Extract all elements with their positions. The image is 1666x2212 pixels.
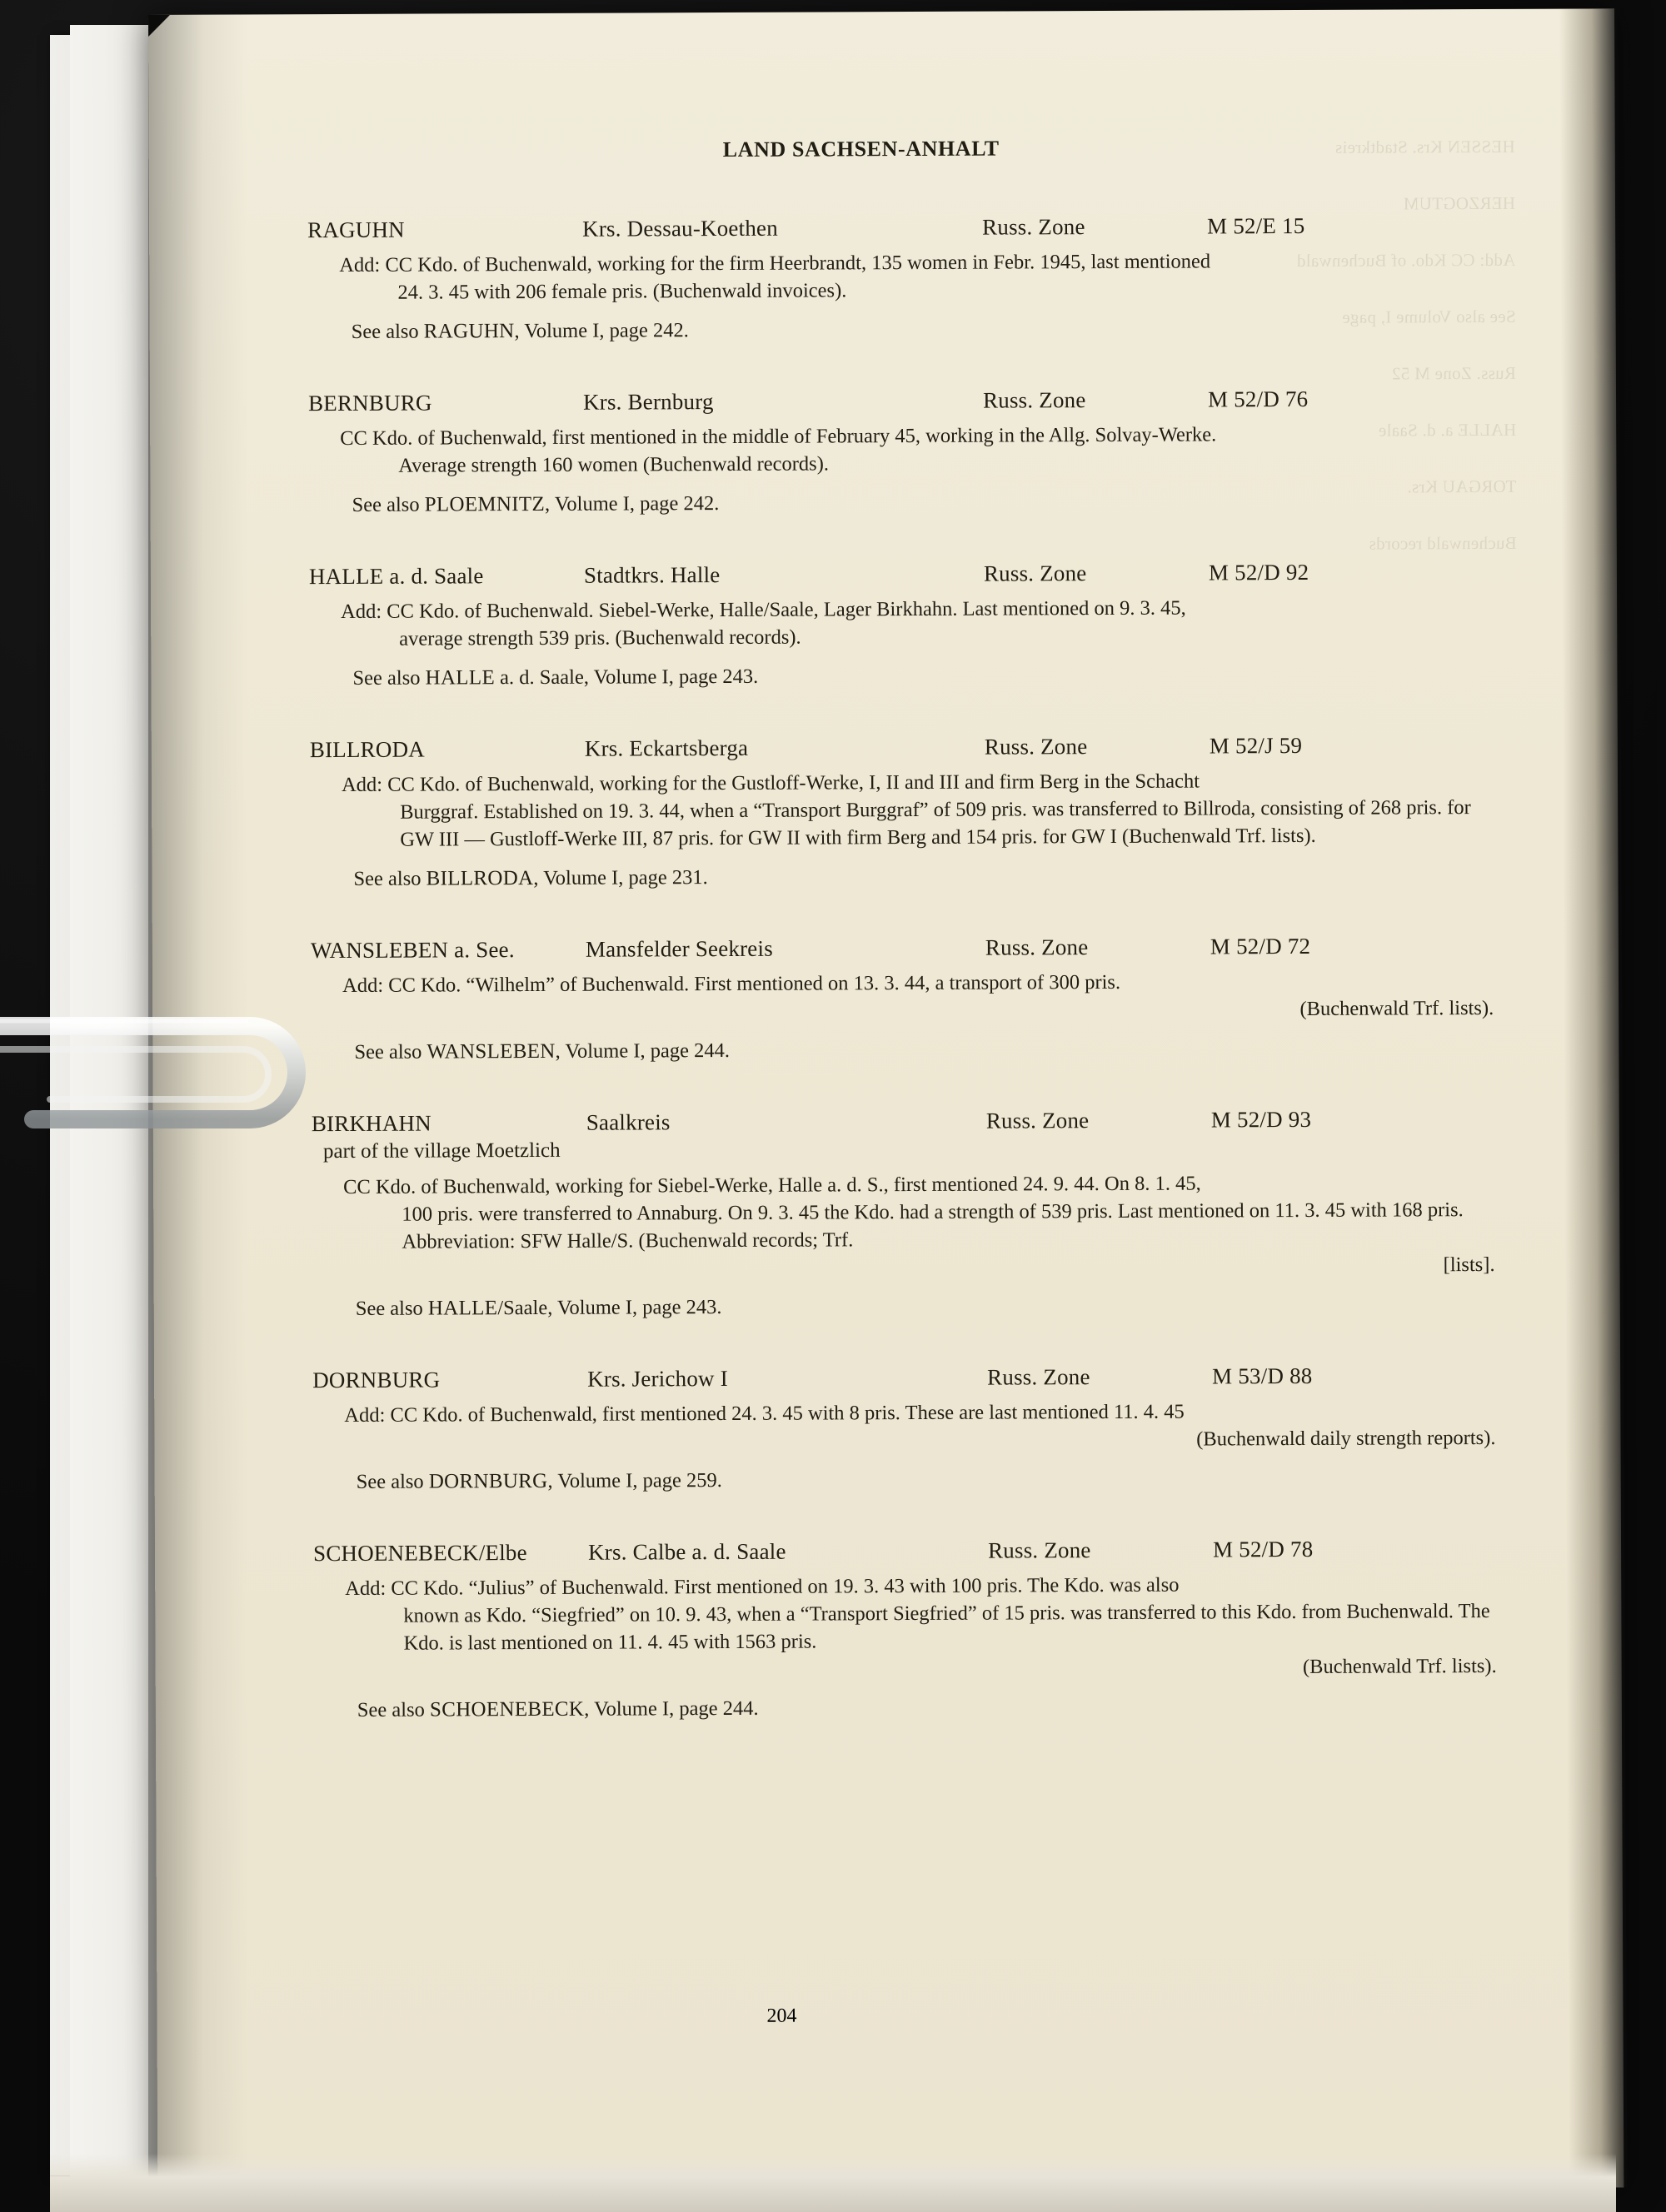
see-also-target: PLOEMNITZ	[424, 492, 546, 516]
entry-district: Krs. Jerichow I	[587, 1365, 728, 1392]
gazetteer-entry	[308, 386, 1517, 519]
entry-district: Stadtkrs. Halle	[583, 562, 721, 588]
ghost-line: TORGAU Krs.	[1407, 476, 1517, 497]
entry-body-continuation: known as Kdo. “Siegfried” on 10. 9. 43, when a “Transport Siegfried” of 15 pris. was transferred to this Kdo. from Buchenwald. The Kdo. is last mentioned on 11. 4. 45 with 1563 pris.	[403, 1599, 1490, 1655]
entry-body-line: Add: CC Kdo. “Wilhelm” of Buchenwald. First mentioned on 13. 3. 44, a transport of 300 pris.	[342, 970, 1121, 997]
entry-body-continuation: 100 pris. were transferred to Annaburg. On 9. 3. 45 the Kdo. had a strength of 539 pris. Last mentioned on 11. 3. 45 with 168 pris. Abbreviation: SFW Halle/S. (Buchenwald records; Trf.	[402, 1198, 1464, 1253]
entry-place-name: HALLE a. d. Saale	[308, 563, 484, 590]
see-also-suffix: , Volume I, page 242.	[544, 492, 720, 516]
entry-header	[313, 1536, 1521, 1567]
entry-district: Krs. Calbe a. d. Saale	[587, 1538, 786, 1565]
entry-body	[312, 1397, 1520, 1457]
entry-place-name: DORNBURG	[312, 1367, 441, 1393]
entry-zone: Russ. Zone	[982, 387, 1086, 413]
entry-map-reference: M 53/D 88	[1212, 1363, 1313, 1389]
entry-zone: Russ. Zone	[987, 1537, 1091, 1563]
entry-map-reference: M 52/D 72	[1210, 933, 1311, 959]
entry-place-name: RAGUHN	[307, 217, 405, 243]
entry-see-also	[314, 1691, 1522, 1724]
entry-see-also	[313, 1463, 1521, 1496]
entry-see-also	[308, 486, 1516, 519]
entry-map-reference: M 52/D 93	[1210, 1106, 1312, 1133]
see-also-prefix: See also	[357, 1698, 431, 1721]
see-also-target: SCHOENEBECK	[429, 1697, 585, 1721]
entry-header	[309, 559, 1517, 590]
entry-header	[308, 386, 1516, 416]
see-also-prefix: See also	[352, 666, 426, 690]
entry-body-continuation: average strength 539 pris. (Buchenwald records).	[399, 625, 801, 650]
entry-body-line: Add: CC Kdo. of Buchenwald, working for the Gustloff-Werke, I, II and III and firm Berg in the Schacht	[341, 770, 1200, 796]
see-also-suffix: , Volume I, page 244.	[555, 1039, 731, 1063]
page-title: LAND SACHSEN-ANHALT	[722, 136, 1000, 162]
entry-map-reference: M 52/D 78	[1212, 1536, 1314, 1562]
entry-district: Krs. Dessau-Koethen	[582, 215, 778, 242]
entry-source-note: (Buchenwald Trf. lists).	[1302, 1654, 1497, 1678]
gazetteer-entry	[312, 1106, 1520, 1323]
entry-header	[312, 1106, 1519, 1137]
ghost-line: HALLE a. d. Saale	[1378, 419, 1517, 441]
entry-body-line: Add: CC Kdo. of Buchenwald, working for the firm Heerbrandt, 135 women in Febr. 1945, last mentioned	[339, 250, 1211, 277]
see-also-target: WANSLEBEN	[426, 1039, 556, 1064]
entry-body-line: Add: CC Kdo. “Julius” of Buchenwald. First mentioned on 19. 3. 43 with 100 pris. The Kdo. was also	[345, 1573, 1180, 1600]
ghost-line: HERZOGTUM	[1403, 192, 1516, 214]
book-gutter-shadow	[1559, 8, 1627, 2187]
entry-body	[307, 247, 1515, 306]
see-also-suffix: , Volume I, page 259.	[547, 1469, 722, 1492]
page-content	[148, 8, 1624, 2194]
entry-zone: Russ. Zone	[985, 1108, 1090, 1133]
gazetteer-entry	[309, 559, 1518, 692]
entry-see-also	[310, 860, 1518, 893]
entry-zone: Russ. Zone	[983, 560, 1087, 586]
entry-body	[311, 967, 1519, 1027]
entry-header	[310, 732, 1518, 763]
entry-source-note: (Buchenwald daily strength reports).	[1196, 1426, 1496, 1451]
entry-subhead: part of the village Moetzlich	[322, 1138, 561, 1163]
entry-zone: Russ. Zone	[985, 934, 1089, 960]
entry-header	[307, 212, 1515, 243]
entry-place-name: BERNBURG	[307, 390, 432, 416]
see-also-target: RAGUHN	[423, 320, 515, 343]
ghost-line: See also Volume I, page	[1342, 306, 1516, 327]
gazetteer-entry	[310, 732, 1519, 893]
entry-see-also	[311, 1034, 1519, 1066]
see-also-suffix: , Volume I, page 244.	[584, 1696, 759, 1721]
see-also-prefix: See also	[352, 493, 425, 516]
see-also-prefix: See also	[356, 1470, 429, 1493]
entry-header	[312, 1363, 1520, 1393]
entry-see-also	[308, 313, 1516, 346]
see-also-target: HALLE	[425, 666, 496, 690]
gazetteer-entry	[307, 212, 1516, 346]
see-also-target: DORNBURG	[428, 1469, 548, 1493]
entry-source-note: (Buchenwald Trf. lists).	[1299, 996, 1494, 1020]
entry-header	[311, 933, 1519, 964]
entry-zone: Russ. Zone	[984, 734, 1088, 760]
entry-body	[312, 1168, 1520, 1283]
entry-district: Krs. Bernburg	[582, 389, 714, 415]
entry-place-name: BIRKHAHN	[311, 1110, 431, 1137]
entry-body-line: Add: CC Kdo. of Buchenwald, first mentioned 24. 3. 45 with 8 pris. These are last mentioned 11. 4. 45	[344, 1400, 1185, 1427]
entry-zone: Russ. Zone	[987, 1364, 1090, 1390]
entry-body	[308, 420, 1516, 480]
entry-see-also	[312, 1290, 1520, 1323]
page-number: 204	[766, 2005, 797, 2027]
see-also-prefix: See also	[353, 867, 426, 890]
see-also-prefix: See also	[354, 1040, 427, 1064]
entry-source-note: [lists].	[1443, 1253, 1495, 1277]
entry-body-continuation: Burggraf. Established on 19. 3. 44, when a “Transport Burggraf” of 509 pris. was transferred to Billroda, consisting of 268 pris. for GW III — Gustloff-Werke III, 87 pris. for GW II with firm Berg and 154 pris. for GW I (Buchenwald Trf. lists).	[400, 796, 1471, 851]
see-also-target: BILLRODA	[426, 866, 534, 890]
see-also-prefix: See also	[351, 320, 424, 343]
see-also-suffix: , Volume I, page 242.	[514, 319, 689, 343]
entry-map-reference: M 52/E 15	[1207, 212, 1305, 239]
bottom-sheet-edge	[50, 2154, 1616, 2212]
entry-see-also	[309, 660, 1517, 692]
entry-map-reference: M 52/J 59	[1209, 732, 1303, 759]
entry-body-continuation: 24. 3. 45 with 206 female pris. (Buchenwald invoices).	[397, 279, 847, 304]
entry-body	[309, 593, 1517, 653]
entry-place-name: BILLRODA	[309, 736, 426, 763]
see-also-suffix: , Volume I, page 231.	[533, 866, 708, 889]
entry-body	[313, 1570, 1522, 1685]
entry-place-name: WANSLEBEN a. See.	[310, 937, 515, 964]
see-also-suffix: a. d. Saale, Volume I, page 243.	[494, 665, 759, 690]
ghost-line: Buchenwald records	[1369, 532, 1517, 554]
book-page	[148, 8, 1624, 2194]
see-also-suffix: /Saale, Volume I, page 243.	[497, 1296, 722, 1320]
entry-map-reference: M 52/D 76	[1207, 386, 1309, 412]
ghost-line: Add: CC Kdo. of Buchenwald	[1296, 249, 1516, 271]
gazetteer-entry	[311, 933, 1519, 1066]
entry-zone: Russ. Zone	[982, 214, 1085, 240]
see-also-target: HALLE	[427, 1297, 498, 1320]
ghost-line: Russ. Zone M 52	[1391, 362, 1516, 384]
gazetteer-entry	[312, 1363, 1521, 1496]
entry-place-name: SCHOENEBECK/Elbe	[312, 1540, 527, 1567]
entry-body-line: Add: CC Kdo. of Buchenwald. Siebel-Werke, Halle/Saale, Lager Birkhahn. Last mentioned on 9. 3. 45,	[341, 596, 1186, 623]
entry-district: Mansfelder Seekreis	[585, 935, 773, 962]
entry-body-line: CC Kdo. of Buchenwald, first mentioned in the middle of February 45, working in the Allg. Solvay-Werke.	[340, 423, 1217, 451]
see-also-prefix: See also	[355, 1297, 428, 1320]
entry-body-line: CC Kdo. of Buchenwald, working for Siebel-Werke, Halle a. d. S., first mentioned 24. 9. 44. On 8. 1. 45,	[343, 1172, 1201, 1198]
entry-map-reference: M 52/D 92	[1208, 559, 1309, 585]
ghost-line: HESSEN Krs. Stadtkreis	[1334, 136, 1515, 157]
gazetteer-entry	[313, 1536, 1522, 1724]
entry-district: Saalkreis	[586, 1109, 671, 1135]
entry-body	[310, 766, 1518, 854]
entry-district: Krs. Eckartsberga	[584, 735, 749, 761]
entry-body-continuation: Average strength 160 women (Buchenwald records).	[398, 452, 830, 477]
